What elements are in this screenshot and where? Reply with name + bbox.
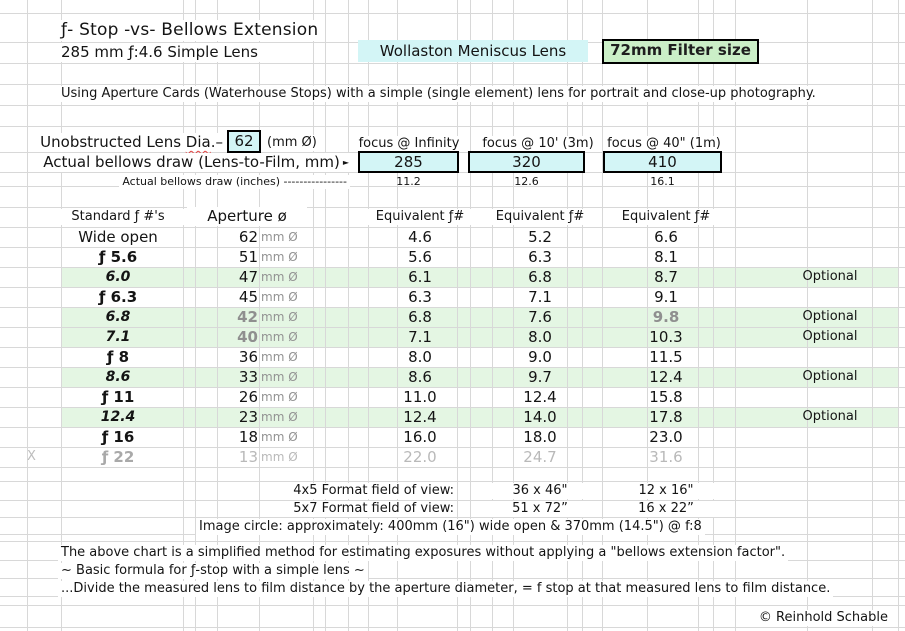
note-divide-rule: ...Divide the measured lens to film distance by the aperture diameter, = f stop at that measured lens to film distance. (58, 581, 833, 597)
table-row (0, 347, 905, 367)
aperture-unit: mm Ø (261, 370, 298, 384)
lens-dia-label-pre: Unobstructed Lens (40, 133, 186, 151)
equiv-40in-cell: 9.1 (654, 288, 678, 306)
focus-header-infinity: focus @ Infinity (352, 136, 466, 152)
aperture-cell: 40 (237, 328, 258, 346)
gridline-horizontal (0, 105, 905, 106)
table-row (0, 407, 905, 427)
aperture-unit: mm Ø (261, 230, 298, 244)
col-header-aperture: Aperture ø (187, 207, 307, 226)
equiv-10ft-cell: 9.7 (528, 368, 552, 386)
fstop-cell: ƒ 11 (101, 388, 135, 406)
table-row (0, 227, 905, 247)
description-text: Using Aperture Cards (Waterhouse Stops) with a simple (single element) lens for portrait and close-up photography. (58, 86, 819, 102)
note-basic-formula: ~ Basic formula for ƒ-stop with a simple lens ~ (58, 563, 368, 579)
equiv-infinity-cell: 8.0 (408, 348, 432, 366)
bellows-in-label: Actual bellows draw (inches) ---------------- (119, 175, 350, 189)
gridline-horizontal (0, 541, 905, 542)
fstop-cell: 6.8 (105, 309, 131, 325)
equiv-10ft-cell: 6.3 (528, 248, 552, 266)
equiv-10ft-cell: 9.0 (528, 348, 552, 366)
aperture-unit: mm Ø (261, 250, 298, 264)
table-row (0, 307, 905, 327)
equiv-40in-cell: 8.1 (654, 248, 678, 266)
aperture-cell: 23 (238, 408, 258, 426)
bellows-in-infinity: 11.2 (396, 175, 421, 188)
fov-4x5-40in: 12 x 16" (616, 483, 716, 499)
equiv-10ft-cell: 8.0 (528, 328, 552, 346)
aperture-unit: mm Ø (261, 350, 298, 364)
gridline-horizontal (0, 13, 905, 14)
gridline-horizontal (0, 481, 905, 482)
aperture-cell: 26 (238, 388, 258, 406)
fstop-cell: 7.1 (105, 329, 131, 345)
table-row (0, 287, 905, 307)
note-bellows-factor: The above chart is a simplified method for estimating exposures without applying a "bellows extension factor". (58, 545, 788, 561)
table-row (0, 427, 905, 447)
equiv-40in-cell: 15.8 (649, 388, 683, 406)
cell-note-arrow-icon: ► (342, 158, 349, 167)
gridline-horizontal (0, 126, 905, 127)
fstop-cell: 12.4 (100, 409, 136, 425)
excluded-x-marker: X (27, 449, 36, 464)
equiv-40in-cell: 11.5 (649, 348, 683, 366)
equiv-infinity-cell: 6.1 (408, 268, 432, 286)
fov-5x7-10ft: 51 x 72” (490, 501, 590, 517)
aperture-cell: 42 (237, 308, 258, 326)
fov-5x7-40in: 16 x 22” (616, 501, 716, 517)
aperture-cell: 18 (238, 428, 258, 446)
bellows-mm-infinity-input[interactable]: 285 (358, 151, 459, 173)
equiv-40in-cell: 9.8 (652, 308, 680, 326)
fstop-cell: ƒ 8 (106, 348, 130, 366)
aperture-unit: mm Ø (261, 450, 298, 464)
equiv-10ft-cell: 12.4 (523, 388, 557, 406)
lens-name-cell: Wollaston Meniscus Lens (358, 40, 588, 62)
aperture-unit: mm Ø (261, 310, 298, 324)
gridline-horizontal (0, 627, 905, 628)
copyright: © Reinhold Schable (756, 610, 891, 626)
bellows-mm-10ft-input[interactable]: 320 (468, 151, 585, 173)
equiv-40in-cell: 17.8 (649, 408, 683, 426)
equiv-40in-cell: 6.6 (654, 228, 678, 246)
optional-label: Optional (802, 269, 858, 284)
fstop-cell: ƒ 6.3 (98, 288, 138, 306)
aperture-cell: 13 (238, 448, 258, 466)
table-row (0, 267, 905, 287)
aperture-cell: 45 (238, 288, 258, 306)
equiv-40in-cell: 10.3 (649, 328, 683, 346)
equiv-40in-cell: 8.7 (654, 268, 678, 286)
bellows-in-10ft: 12.6 (514, 175, 539, 188)
equiv-10ft-cell: 7.6 (528, 308, 552, 326)
col-header-equiv-10ft: Equivalent ƒ# (480, 209, 600, 225)
equiv-40in-cell: 23.0 (649, 428, 683, 446)
equiv-40in-cell: 31.6 (649, 448, 683, 466)
optional-label: Optional (802, 409, 858, 424)
equiv-10ft-cell: 18.0 (523, 428, 557, 446)
gridline-horizontal (0, 63, 905, 64)
table-row (0, 247, 905, 267)
optional-label: Optional (802, 309, 858, 324)
lens-dia-label-word: Dia (185, 133, 211, 151)
equiv-infinity-cell: 22.0 (403, 448, 437, 466)
col-header-fstop: Standard ƒ #'s (48, 209, 188, 225)
table-row (0, 387, 905, 407)
aperture-cell: 47 (238, 268, 258, 286)
aperture-unit: mm Ø (261, 390, 298, 404)
optional-label: Optional (802, 369, 858, 384)
equiv-infinity-cell: 16.0 (403, 428, 437, 446)
gridline-horizontal (0, 605, 905, 606)
filter-size-cell: 72mm Filter size (602, 39, 759, 64)
equiv-10ft-cell: 14.0 (523, 408, 557, 426)
fstop-cell: ƒ 22 (101, 448, 135, 466)
fov-5x7-label: 5x7 Format field of view: (290, 501, 457, 517)
col-header-equiv-infinity: Equivalent ƒ# (360, 209, 480, 225)
bellows-mm-40in-input[interactable]: 410 (603, 151, 722, 173)
aperture-cell: 62 (238, 228, 258, 246)
fstop-cell: Wide open (78, 228, 158, 246)
gridline-horizontal (0, 207, 905, 208)
bellows-mm-label-text: Actual bellows draw (Lens-to-Film, mm) (43, 153, 340, 171)
fstop-cell: 8.6 (105, 369, 131, 385)
aperture-unit: mm Ø (261, 330, 298, 344)
lens-dia-unit: (mm Ø) (264, 135, 320, 151)
equiv-infinity-cell: 4.6 (408, 228, 432, 246)
fov-4x5-label: 4x5 Format field of view: (290, 483, 457, 499)
equiv-infinity-cell: 6.3 (408, 288, 432, 306)
focus-header-10ft: focus @ 10' (3m) (478, 136, 598, 152)
equiv-infinity-cell: 11.0 (403, 388, 437, 406)
lens-subtitle: 285 mm ƒ:4.6 Simple Lens (58, 43, 261, 62)
focus-header-40in: focus @ 40" (1m) (603, 136, 725, 152)
aperture-cell: 36 (238, 348, 258, 366)
aperture-unit: mm Ø (261, 410, 298, 424)
equiv-10ft-cell: 7.1 (528, 288, 552, 306)
equiv-10ft-cell: 6.8 (528, 268, 552, 286)
equiv-infinity-cell: 5.6 (408, 248, 432, 266)
fstop-cell: ƒ 5.6 (98, 248, 138, 266)
table-row-excluded (0, 447, 905, 467)
page-title: ƒ- Stop -vs- Bellows Extension (58, 20, 321, 41)
lens-dia-input[interactable]: 62 (227, 130, 261, 153)
lens-dia-label-post: .– (210, 133, 223, 151)
table-row (0, 367, 905, 387)
equiv-infinity-cell: 8.6 (408, 368, 432, 386)
col-header-equiv-40in: Equivalent ƒ# (606, 209, 726, 225)
optional-label: Optional (802, 329, 858, 344)
gridline-horizontal (0, 467, 905, 468)
fstop-cell: ƒ 16 (101, 428, 135, 446)
equiv-10ft-cell: 5.2 (528, 228, 552, 246)
equiv-infinity-cell: 7.1 (408, 328, 432, 346)
aperture-cell: 51 (238, 248, 258, 266)
aperture-cell: 33 (238, 368, 258, 386)
equiv-infinity-cell: 6.8 (408, 308, 432, 326)
fstop-cell: 6.0 (105, 269, 131, 285)
bellows-in-40in: 16.1 (650, 175, 675, 188)
aperture-unit: mm Ø (261, 270, 298, 284)
bellows-mm-label (40, 153, 352, 172)
equiv-infinity-cell: 12.4 (403, 408, 437, 426)
equiv-40in-cell: 12.4 (649, 368, 683, 386)
equiv-10ft-cell: 24.7 (523, 448, 557, 466)
table-row (0, 327, 905, 347)
fov-4x5-10ft: 36 x 46" (490, 483, 590, 499)
gridline-horizontal (0, 84, 905, 85)
aperture-unit: mm Ø (261, 430, 298, 444)
image-circle-note: Image circle: approximately: 400mm (16") wide open & 370mm (14.5") @ f:8 (196, 519, 705, 535)
lens-dia-label (37, 133, 226, 152)
aperture-unit: mm Ø (261, 290, 298, 304)
